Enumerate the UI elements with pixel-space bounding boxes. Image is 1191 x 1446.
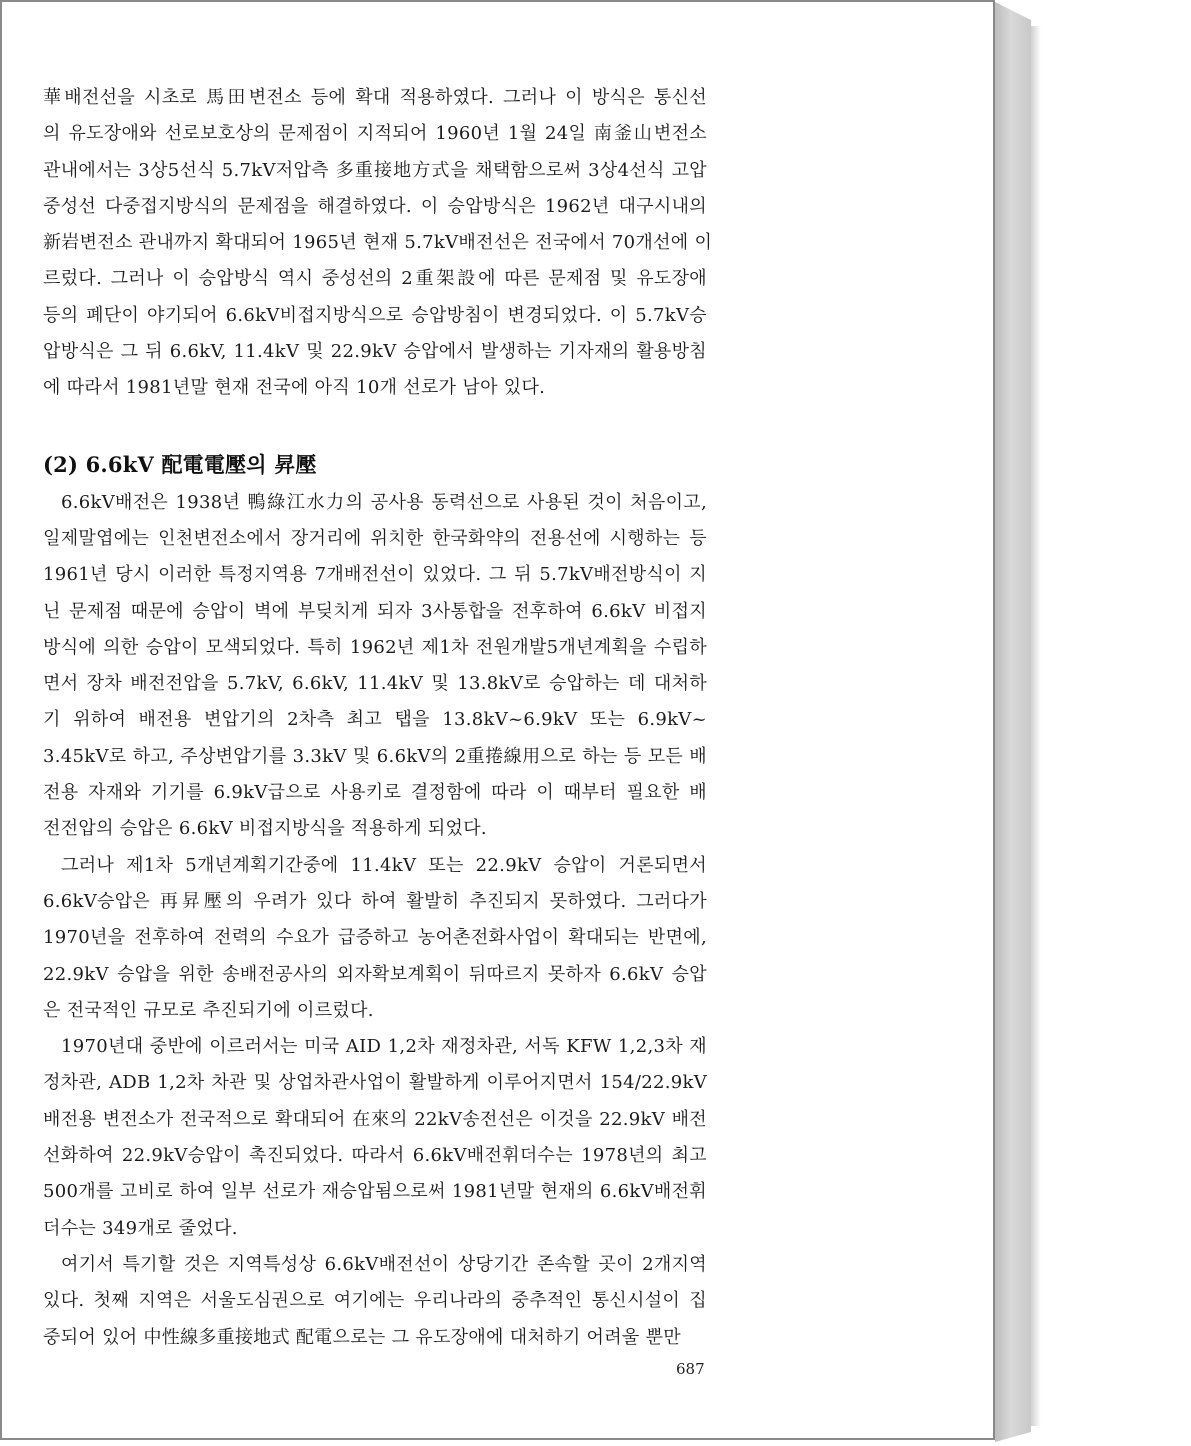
text-line: 6.6kV배전은 1938년 鴨綠江水力의 공사용 동력선으로 사용된 것이 처음이고,	[61, 491, 707, 513]
text-line: 은 전국적인 규모로 추진되기에 이르렀다.	[43, 999, 374, 1021]
page-edge	[995, 2, 1031, 1442]
paragraph	[43, 485, 707, 848]
section-spacer	[43, 407, 707, 445]
text-line: 압방식은 그 뒤 6.6kV, 11.4kV 및 22.9kV 승압에서 발생하는 기자재의 활용방침	[43, 341, 707, 363]
text-line: 에 따라서 1981년말 현재 전국에 아직 10개 선로가 남아 있다.	[43, 377, 546, 399]
text-line: 1970년을 전후하여 전력의 수요가 급증하고 농어촌전화사업이 확대되는 반면에,	[43, 927, 707, 949]
text-line: 전전압의 승압은 6.6kV 비접지방식을 적용하게 되었다.	[43, 818, 487, 840]
text-line: 일제말엽에는 인천변전소에서 장거리에 위치한 한국화약의 전용선에 시행하는 등	[43, 527, 707, 549]
paragraph	[43, 1247, 707, 1356]
text-line: 중성선 다중접지방식의 문제점을 해결하였다. 이 승압방식은 1962년 대구시내의	[43, 195, 707, 217]
text-line: 더수는 349개로 줄었다.	[43, 1217, 238, 1239]
page-number: 687	[676, 1360, 705, 1378]
text-line: 정차관, ADB 1,2차 차관 및 상업차관사업이 활발하게 이루어지면서 154/22.9kV	[43, 1072, 707, 1094]
text-line: 1970년대 중반에 이르러서는 미국 AID 1,2차 재정차관, 서독 KFW 1,2,3차 재	[61, 1036, 707, 1058]
page-body	[43, 80, 713, 1356]
text-line: 배전용 변전소가 전국적으로 확대되어 在來의 22kV송전선은 이것을 22.9kV 배전	[43, 1108, 707, 1130]
text-line: 면서 장차 배전전압을 5.7kV, 6.6kV, 11.4kV 및 13.8kV로 승압하는 데 대처하	[43, 673, 707, 695]
text-line: 新岩변전소 관내까지 확대되어 1965년 현재 5.7kV배전선은 전국에서 70개선에 이	[43, 232, 713, 254]
text-line: 있다. 첫째 지역은 서울도심권으로 여기에는 우리나라의 중추적인 통신시설이 집	[43, 1290, 707, 1312]
text-line: 전용 자재와 기기를 6.9kV급으로 사용키로 결정함에 따라 이 때부터 필요한 배	[43, 782, 707, 804]
text-line: 6.6kV승압은 再昇壓의 우려가 있다 하여 활발히 추진되지 못하였다. 그러다가	[43, 890, 707, 912]
text-line: 르렀다. 그러나 이 승압방식 역시 중성선의 2重架設에 따른 문제점 및 유도장애	[43, 268, 707, 290]
text-line: 500개를 고비로 하여 일부 선로가 재승압됨으로써 1981년말 현재의 6.6kV배전휘	[43, 1181, 707, 1203]
paragraph	[43, 848, 707, 1029]
text-line: 의 유도장애와 선로보호상의 문제점이 지적되어 1960년 1월 24일 南釜山변전소	[43, 123, 707, 145]
text-line: 선화하여 22.9kV승압이 촉진되었다. 따라서 6.6kV배전휘더수는 1978년의 최고	[43, 1145, 707, 1167]
text-line: 관내에서는 3상5선식 5.7kV저압측 多重接地方式을 채택함으로써 3상4선식 고압	[43, 159, 707, 181]
text-line: 1961년 당시 이러한 특정지역용 7개배전선이 있었다. 그 뒤 5.7kV배전방식이 지	[43, 564, 707, 586]
section-heading: (2) 6.6kV 配電電壓의 昇壓	[43, 451, 317, 477]
text-line: 닌 문제점 때문에 승압이 벽에 부딪치게 되자 3사통합을 전후하여 6.6kV 비접지	[43, 600, 707, 622]
text-line: 華배전선을 시초로 馬田변전소 등에 확대 적용하였다. 그러나 이 방식은 통신선	[43, 87, 707, 108]
text-line: 22.9kV 승압을 위한 송배전공사의 외자확보계획이 뒤따르지 못하자 6.6kV 승압	[43, 963, 707, 985]
text-line: 3.45kV로 하고, 주상변압기를 3.3kV 및 6.6kV의 2重捲線用으로 하는 등 모든 배	[43, 745, 707, 767]
text-line: 방식에 의한 승압이 모색되었다. 특히 1962년 제1차 전원개발5개년계획을 수립하	[43, 636, 707, 658]
paragraph	[43, 80, 713, 407]
text-line: 그러나 제1차 5개년계획기간중에 11.4kV 또는 22.9kV 승압이 거론되면서	[61, 854, 707, 876]
page-shadow	[1031, 26, 1041, 1426]
paragraph	[43, 1029, 707, 1247]
text-line: 여기서 특기할 것은 지역특성상 6.6kV배전선이 상당기간 존속할 곳이 2개지역	[61, 1253, 707, 1275]
text-line: 중되어 있어 中性線多重接地式 配電으로는 그 유도장애에 대처하기 어려울 뿐만	[43, 1326, 681, 1348]
text-line: 기 위하여 배전용 변압기의 2차측 최고 탭을 13.8kV~6.9kV 또는 6.9kV~	[43, 709, 707, 731]
text-line: 등의 폐단이 야기되어 6.6kV비접지방식으로 승압방침이 변경되었다. 이 5.7kV승	[43, 304, 707, 326]
